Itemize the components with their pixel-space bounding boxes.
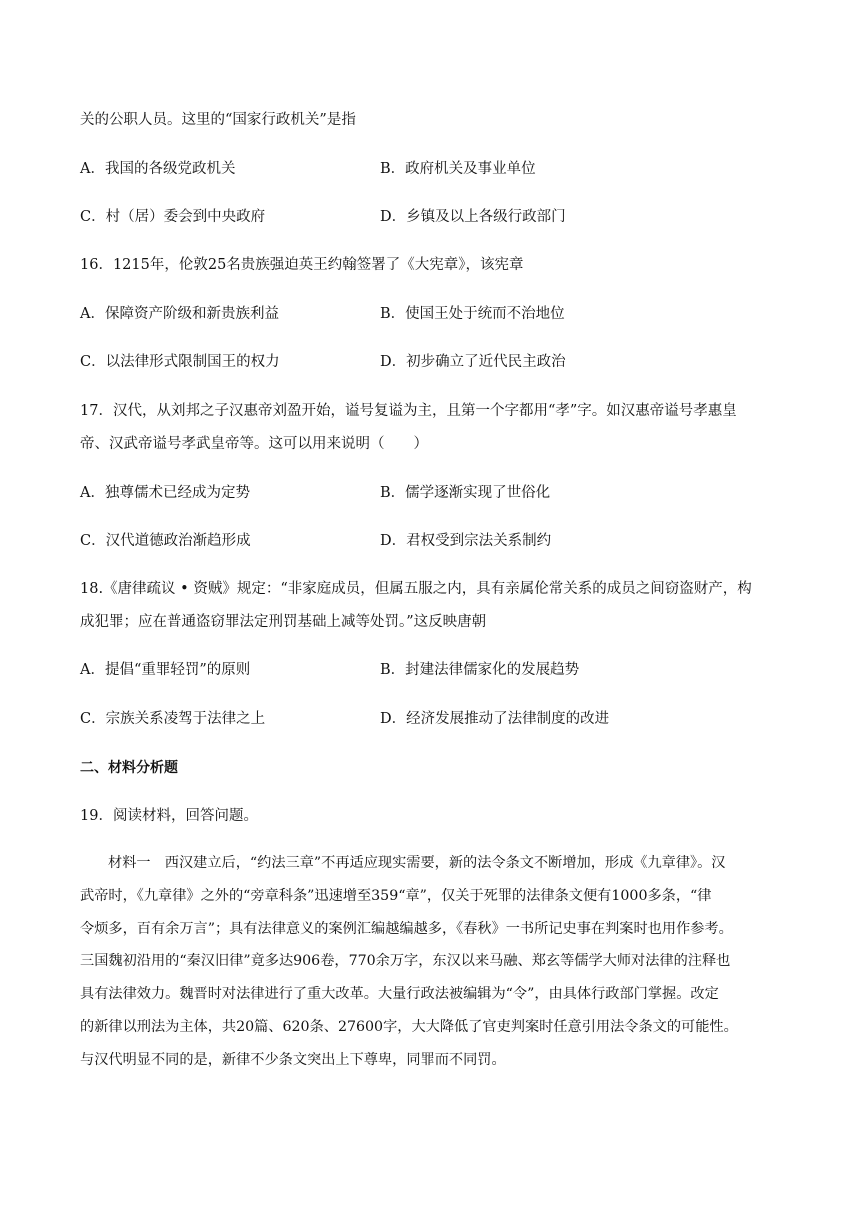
q17-option-c: C．汉代道德政治渐趋形成 xyxy=(80,533,251,549)
q17-option-a: A．独尊儒术已经成为定势 xyxy=(80,485,250,501)
q19-stem: 19．阅读材料，回答问题。 xyxy=(80,808,258,824)
material-line: 令烦多，百有余万言”；具有法律意义的案例汇编越编越多，《春秋》一书所记史事在判案时也用作参考。 xyxy=(80,921,733,937)
material-line: 的新律以刑法为主体，共20篇、620条、27600字，大大降低了官吏判案时任意引用法令条文的可能性。 xyxy=(80,1019,738,1035)
q17-option-d: D．君权受到宗法关系制约 xyxy=(380,533,552,549)
q18-stem-line-2: 成犯罪；应在普通盗窃罪法定刑罚基础上减等处罚。”这反映唐朝 xyxy=(80,614,487,630)
q15-stem: 关的公职人员。这里的“国家行政机关”是指 xyxy=(80,112,356,128)
q16-option-d: D．初步确立了近代民主政治 xyxy=(380,354,566,370)
q15-option-b: B．政府机关及事业单位 xyxy=(380,161,536,177)
q18-option-b: B．封建法律儒家化的发展趋势 xyxy=(380,662,580,678)
section-heading: 二、材料分析题 xyxy=(80,760,178,776)
q15-option-a: A．我国的各级党政机关 xyxy=(80,161,236,177)
q18-option-d: D．经济发展推动了法律制度的改进 xyxy=(380,711,610,727)
q16-stem: 16．1215年，伦敦25名贵族强迫英王约翰签署了《大宪章》，该宪章 xyxy=(80,257,524,273)
q18-stem-line-1: 18.《唐律疏议 • 资贼》规定：“非家庭成员，但属五服之内，具有亲属伦常关系的成员之间窃盗财产，构 xyxy=(80,581,752,597)
material-line: 与汉代明显不同的是，新律不少条文突出上下尊卑，同罪而不同罚。 xyxy=(80,1052,506,1068)
material-line: 三国魏初沿用的“秦汉旧律”竟多达906卷，770余万字，东汉以来马融、郑玄等儒学大师对法律的注释也 xyxy=(80,953,731,969)
q17-stem-line-2: 帝、汉武帝谥号孝武皇帝等。这可以用来说明（ ） xyxy=(80,436,428,452)
q16-option-a: A．保障资产阶级和新贵族利益 xyxy=(80,306,279,322)
q15-option-d: D．乡镇及以上各级行政部门 xyxy=(380,209,566,225)
material-line: 武帝时，《九章律》之外的“旁章科条”迅速增至359“章”，仅关于死罪的法律条文便有1000多条，“律 xyxy=(80,888,712,904)
q15-option-c: C．村（居）委会到中央政府 xyxy=(80,209,266,225)
q18-option-a: A．提倡“重罪轻罚”的原则 xyxy=(80,662,251,678)
q16-option-b: B．使国王处于统而不治地位 xyxy=(380,306,565,322)
q17-stem-line-1: 17．汉代，从刘邦之子汉惠帝刘盈开始，谥号复谥为主，且第一个字都用“孝”字。如汉惠帝谥号孝惠皇 xyxy=(80,403,737,419)
material-line: 材料一 西汉建立后，“约法三章”不再适应现实需要，新的法令条文不断增加，形成《九章律》。汉 xyxy=(108,855,726,871)
material-line: 具有法律效力。魏晋时对法律进行了重大改革。大量行政法被编辑为“令”，由具体行政部门掌握。改定 xyxy=(80,986,719,1002)
q16-option-c: C．以法律形式限制国王的权力 xyxy=(80,354,280,370)
q18-option-c: C．宗族关系凌驾于法律之上 xyxy=(80,711,266,727)
q17-option-b: B．儒学逐渐实现了世俗化 xyxy=(380,485,551,501)
